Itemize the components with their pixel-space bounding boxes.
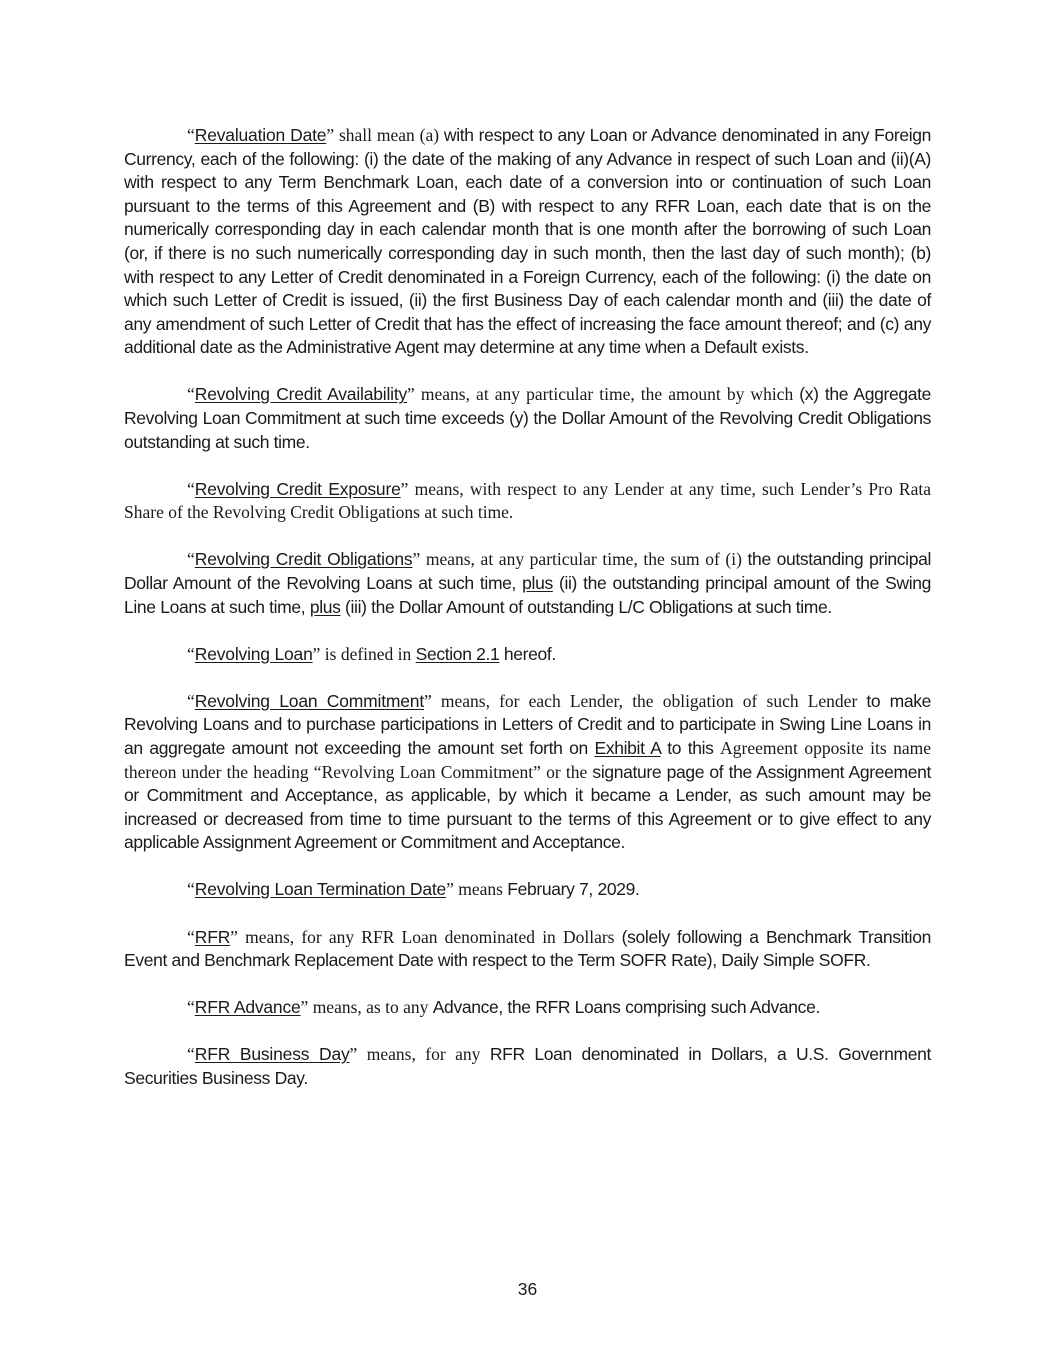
open-quote: “ bbox=[187, 125, 195, 145]
emphasis-plus: plus bbox=[309, 596, 341, 617]
definition-revaluation-date bbox=[124, 124, 931, 360]
definition-text: ” is defined in bbox=[312, 643, 416, 664]
definition-revolving-loan-commitment bbox=[124, 690, 931, 855]
definition-revolving-loan bbox=[124, 643, 931, 667]
definition-text: ” means, as to any bbox=[300, 997, 433, 1018]
open-quote: “ bbox=[187, 879, 195, 900]
defined-term: Revolving Credit Exposure bbox=[194, 478, 401, 499]
section-reference: Section 2.1 bbox=[415, 643, 500, 664]
definition-text: Agreement opposite its name thereon under the heading “Revolving Loan Commitment” or the bbox=[124, 737, 931, 782]
definition-rfr-advance bbox=[124, 996, 931, 1020]
definition-text: ” means, at any particular time, the sum of (i) bbox=[412, 549, 748, 570]
definition-text: ” means, for any bbox=[349, 1044, 490, 1065]
defined-term: Revolving Loan bbox=[194, 643, 313, 664]
defined-term: Revaluation Date bbox=[194, 125, 327, 145]
page-number: 36 bbox=[517, 1279, 538, 1299]
emphasis-plus: plus bbox=[522, 573, 553, 593]
definition-text: ” means, for each Lender, the obligation of such Lender bbox=[423, 690, 867, 711]
definition-text: (x) the Aggregate Revolving Loan Commitment at such time exceeds (y) the Dollar Amount of the Revolving Credit Obligations outstanding at such time. bbox=[124, 384, 931, 452]
definition-text: RFR Loan denominated in Dollars, a U.S. Government Securities Business Day. bbox=[124, 1044, 931, 1088]
open-quote: “ bbox=[187, 643, 195, 664]
definition-text: to this bbox=[660, 737, 721, 758]
open-quote: “ bbox=[187, 690, 195, 711]
defined-term: RFR bbox=[194, 926, 231, 947]
definition-text: (solely following a Benchmark Transition Event and Benchmark Replacement Date with respect to the Term SOFR Rate), Daily Simple SOFR. bbox=[124, 926, 931, 971]
document-body bbox=[124, 124, 931, 1114]
defined-term: Revolving Credit Availability bbox=[194, 384, 408, 405]
definition-revolving-credit-obligations bbox=[124, 548, 931, 619]
definition-text: ” means, for any RFR Loan denominated in Dollars bbox=[230, 926, 622, 947]
defined-term: Revolving Loan Termination Date bbox=[194, 879, 447, 900]
definition-text: signature page of the Assignment Agreement or Commitment and Acceptance, as applicable, by which it became a Lender, as such amount may be increased or decreased from time to time pursuant to the terms of this Agreement or to give effect to any applicable Assignment Agreement or Commitment and Acceptance. bbox=[124, 761, 931, 853]
open-quote: “ bbox=[187, 549, 195, 570]
open-quote: “ bbox=[187, 478, 195, 499]
defined-term: Revolving Loan Commitment bbox=[194, 690, 424, 711]
defined-term: Revolving Credit Obligations bbox=[194, 549, 413, 570]
exhibit-reference: Exhibit A bbox=[594, 737, 661, 758]
open-quote: “ bbox=[187, 1044, 195, 1065]
definition-text: ” means bbox=[446, 879, 508, 900]
definition-text: (iii) the Dollar Amount of outstanding L/C Obligations at such time. bbox=[340, 596, 832, 617]
definition-revolving-credit-exposure bbox=[124, 478, 931, 525]
definition-text: to make Revolving Loans and to purchase participations in Letters of Credit and to participate in Swing Line Loans in an aggregate amount not exceeding the amount set forth on bbox=[124, 690, 931, 758]
definition-text: hereof. bbox=[499, 643, 556, 664]
definition-text: February 7, 2029. bbox=[507, 879, 640, 900]
open-quote: “ bbox=[187, 384, 195, 405]
defined-term: RFR Advance bbox=[194, 997, 301, 1018]
definition-text: Advance, the RFR Loans comprising such Advance. bbox=[432, 997, 820, 1018]
definition-text: ” means, with respect to any Lender at any time, such Lender’s Pro Rata Share of the Revolving Credit Obligations at such time. bbox=[124, 478, 931, 523]
defined-term: RFR Business Day bbox=[194, 1044, 350, 1065]
definition-rfr-business-day bbox=[124, 1043, 931, 1090]
open-quote: “ bbox=[187, 926, 195, 947]
definition-revolving-loan-termination-date bbox=[124, 878, 931, 902]
open-quote: “ bbox=[187, 997, 195, 1018]
definition-text: the outstanding principal Dollar Amount of the Revolving Loans at such time, bbox=[124, 549, 931, 593]
definition-rfr bbox=[124, 926, 931, 973]
definition-text: ” shall mean (a) bbox=[326, 125, 444, 145]
definition-text: with respect to any Loan or Advance denominated in any Foreign Currency, each of the following: (i) the date of the making of any Advance in respect of such Loan and (ii)(A) with respect to any Term Benchmark Loan, each date of a conversion into or continuation of such Loan pursuant to the terms of this Agreement and (B) with respect to any RFR Loan, each date that is on the numerically corresponding day in each calendar month that is one month after the borrowing of such Loan (or, if there is no such numerically corresponding day in such month, then the last day of such month); (b) with respect to any Letter of Credit denominated in a Foreign Currency, each of the following: (i) the date on which such Letter of Credit is issued, (ii) the first Business Day of each calendar month and (iii) the date of any amendment of such Letter of Credit that has the effect of increasing the face amount thereof; and (c) any additional date as the Administrative Agent may determine at any time when a Default exists. bbox=[124, 125, 932, 358]
definition-text: ” means, at any particular time, the amount by which bbox=[407, 384, 800, 405]
definition-revolving-credit-availability bbox=[124, 383, 931, 454]
definition-text: (ii) the outstanding principal amount of the Swing Line Loans at such time, bbox=[124, 573, 931, 617]
